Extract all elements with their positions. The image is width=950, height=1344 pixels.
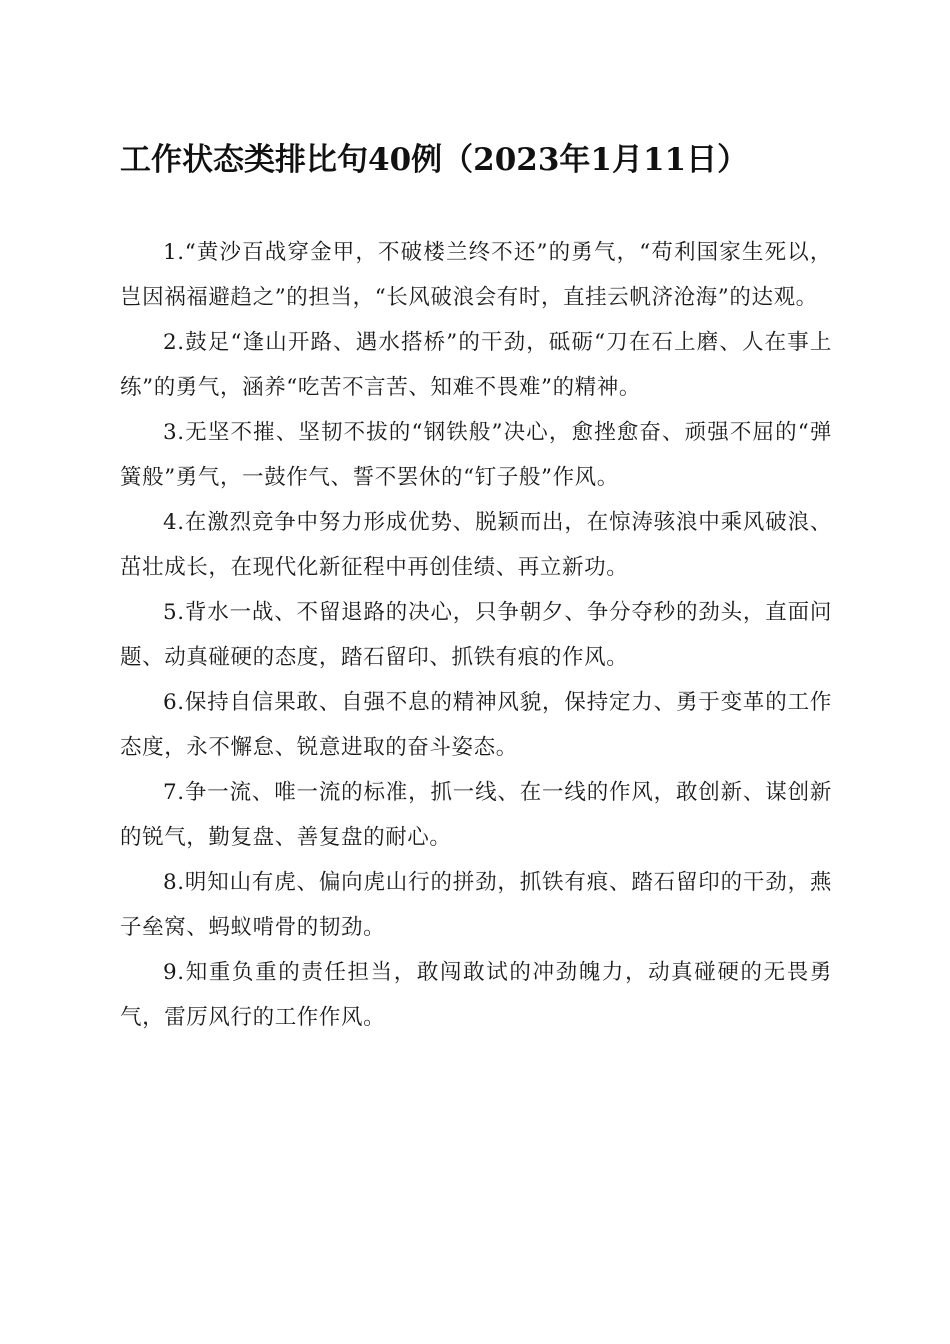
paragraph-item-7: 7.争一流、唯一流的标准，抓一线、在一线的作风，敢创新、谋创新的锐气，勤复盘、善复盘的耐心。 — [120, 780, 832, 850]
paragraph-item-2: 2.鼓足“逢山开路、遇水搭桥”的干劲，砥砺“刀在石上磨、人在事上练”的勇气，涵养“吃苦不言苦、知难不畏难”的精神。 — [120, 330, 832, 400]
paragraph-item-6: 6.保持自信果敢、自强不息的精神风貌，保持定力、勇于变革的工作态度，永不懈怠、锐意进取的奋斗姿态。 — [120, 690, 832, 760]
paragraph-item-1: 1.“黄沙百战穿金甲，不破楼兰终不还”的勇气，“苟利国家生死以，岂因祸福避趋之”的担当，“长风破浪会有时，直挂云帆济沧海”的达观。 — [120, 240, 832, 310]
document-title: 工作状态类排比句40例（2023年1月11日） — [120, 142, 749, 178]
paragraph-item-9: 9.知重负重的责任担当，敢闯敢试的冲劲魄力，动真碰硬的无畏勇气，雷厉风行的工作作风。 — [120, 960, 832, 1030]
paragraph-item-8: 8.明知山有虎、偏向虎山行的拼劲，抓铁有痕、踏石留印的干劲，燕子垒窝、蚂蚁啃骨的韧劲。 — [120, 870, 832, 940]
paragraph-item-4: 4.在激烈竞争中努力形成优势、脱颖而出，在惊涛骇浪中乘风破浪、茁壮成长，在现代化新征程中再创佳绩、再立新功。 — [120, 510, 832, 580]
paragraph-item-3: 3.无坚不摧、坚韧不拔的“钢铁般”决心，愈挫愈奋、顽强不屈的“弹簧般”勇气，一鼓作气、誓不罢休的“钉子般”作风。 — [120, 420, 832, 490]
paragraph-item-5: 5.背水一战、不留退路的决心，只争朝夕、争分夺秒的劲头，直面问题、动真碰硬的态度，踏石留印、抓铁有痕的作风。 — [120, 600, 832, 670]
document-body — [120, 230, 832, 1040]
